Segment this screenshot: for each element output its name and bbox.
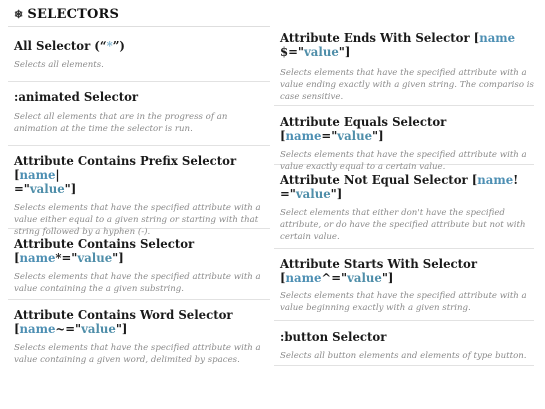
entry-description: Select all elements that are in the progress of an animation at the time the selector is run. <box>14 112 228 134</box>
entry-description: Selects elements that have the specified attribute with a value ending exactly with a given string. The compariso is case sensitive. <box>280 68 534 102</box>
header-divider <box>8 26 270 27</box>
right-column <box>280 31 534 366</box>
entry-description: Selects elements that have the specified attribute with a value exactly equal to a certain value. <box>280 150 527 172</box>
entry-title[interactable]: Attribute Equals Selector [name="value"] <box>280 115 447 143</box>
entry-title[interactable]: Attribute Contains Prefix Selector [name| ="value"] <box>14 154 237 196</box>
entry-title[interactable]: Attribute Contains Selector [name*="value"] <box>14 237 195 265</box>
section-title: SELECTORS <box>27 7 120 22</box>
entry-description: Selects all elements. <box>14 60 104 70</box>
entry-description: Selects elements that have the specified attribute with a value containing the a given substring. <box>14 272 261 294</box>
entry-description: Selects elements that have the specified attribute with a value beginning exactly with a given string. <box>280 291 527 313</box>
selector-entry-ends-with[interactable] <box>274 31 534 106</box>
entry-description: Select elements that either don't have the specified attribute, or do have the specified attribute but not with certain value. <box>280 208 526 242</box>
entry-title[interactable]: Attribute Contains Word Selector [name~="value"] <box>14 308 233 336</box>
entry-description: Selects elements that have the specified attribute with a value either equal to a given string or starting with that string followed by a hyphen (-). <box>14 203 261 237</box>
selector-entry-button[interactable] <box>274 321 534 366</box>
selector-entry-all[interactable] <box>8 39 270 82</box>
left-column <box>14 39 270 368</box>
section-header <box>14 7 119 22</box>
selector-entry-animated[interactable] <box>8 82 270 146</box>
entry-description: Selects elements that have the specified attribute with a value containing a given word, delimited by spaces. <box>14 343 261 365</box>
entry-title[interactable]: Attribute Starts With Selector [name^="value"] <box>280 257 477 285</box>
selector-entry-contains-word[interactable] <box>8 300 270 368</box>
entry-title[interactable]: :button Selector <box>280 330 387 344</box>
entry-title[interactable]: Attribute Not Equal Selector [name! ="value"] <box>280 173 519 201</box>
entry-title[interactable]: All Selector (“*”) <box>14 39 125 53</box>
entry-title[interactable]: :animated Selector <box>14 90 139 104</box>
entry-description: Selects all button elements and elements of type button. <box>280 351 527 361</box>
selector-entry-contains[interactable] <box>8 229 270 300</box>
snowflake-icon: ❄ <box>14 8 24 21</box>
selector-entry-equals[interactable] <box>274 106 534 172</box>
selector-entry-contains-prefix[interactable] <box>8 146 270 237</box>
selector-entry-not-equal[interactable] <box>274 165 534 249</box>
entry-title[interactable]: Attribute Ends With Selector [name $="value"] <box>280 31 516 59</box>
selector-entry-starts-with[interactable] <box>274 249 534 321</box>
